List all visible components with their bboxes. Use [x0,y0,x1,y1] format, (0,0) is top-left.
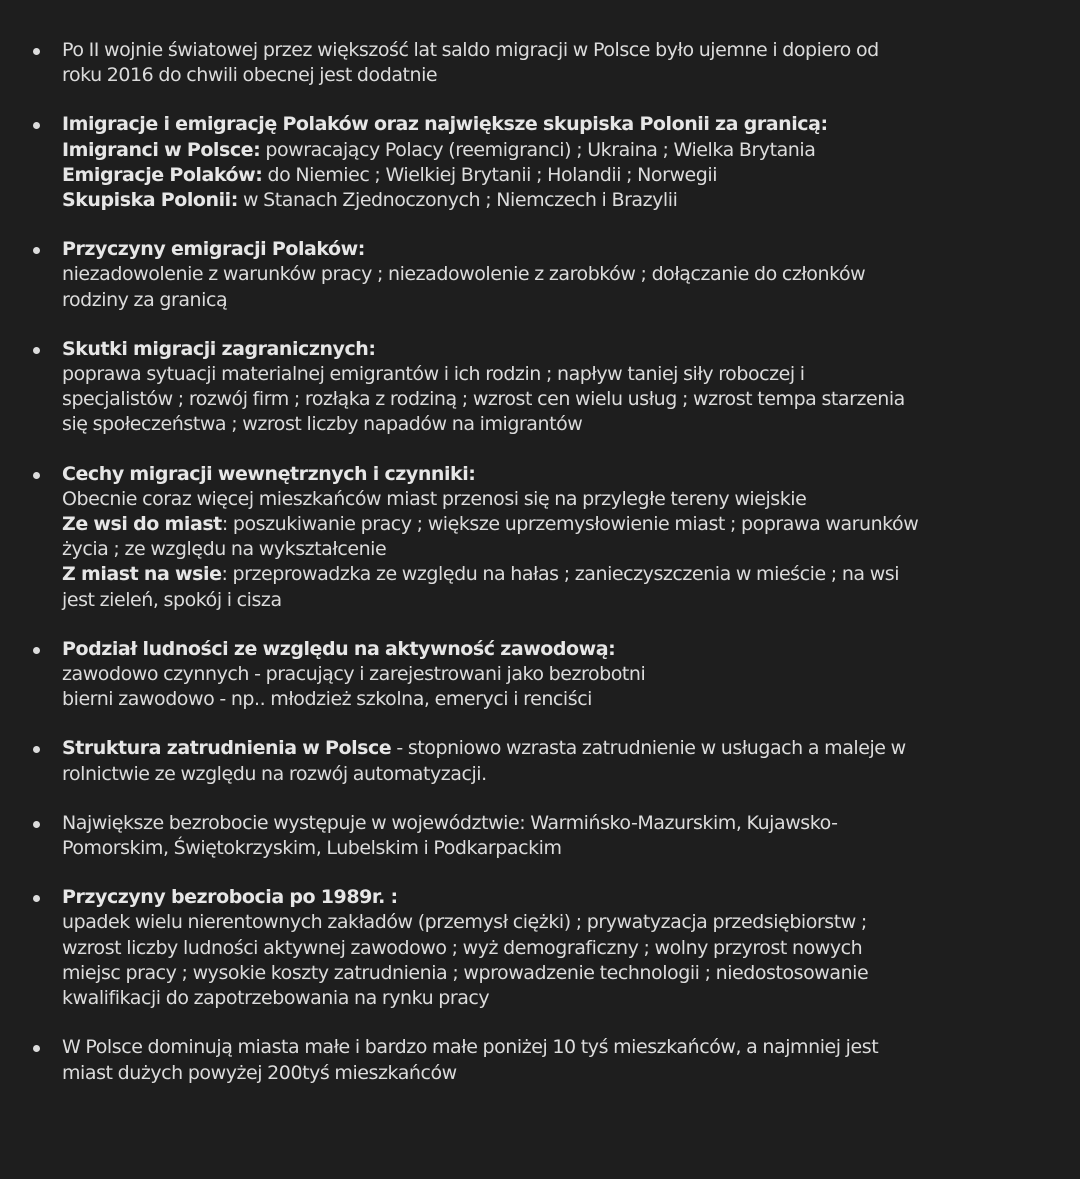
note-body-text: specjalistów ; rozwój firm ; rozłąka z rodziną ; wzrost cen wielu usług ; wzrost tempa starzenia [62,388,905,411]
note-heading-text: Cechy migracji wewnętrznych i czynniki: [62,462,476,485]
note-body-text: w Stanach Zjednoczonych ; Niemczech i Brazylii [237,189,678,212]
note-heading-text: Podział ludności ze względu na aktywność zawodową: [62,637,616,660]
note-body-text: - stopniowo wzrasta zatrudnienie w usługach a maleje w [391,737,906,760]
bullet-dot-icon [33,895,40,902]
notes-bullet-list [30,38,1040,1086]
note-line [62,138,1040,163]
note-line [62,885,1040,910]
note-body-text: życia ; ze względu na wykształcenie [62,538,387,561]
note-body-text: upadek wielu nierentownych zakładów (przemysł ciężki) ; prywatyzacja przedsiębiorstw ; [62,911,867,934]
note-line [62,262,1040,287]
note-line [62,163,1040,188]
note-body-text: bierni zawodowo - np.. młodzież szkolna, emeryci i renciści [62,688,593,711]
note-line [62,188,1040,213]
bullet-dot-icon [33,821,40,828]
note-line [62,762,1040,787]
bullet-dot-icon [33,122,40,129]
note-item [30,38,1040,88]
note-line [62,288,1040,313]
note-item [30,811,1040,861]
note-line [62,362,1040,387]
note-heading-text: Emigracje Polaków: [62,163,263,186]
note-body-text: poprawa sytuacji materialnej emigrantów i ich rodzin ; napływ taniej siły roboczej i [62,363,805,386]
note-heading-text: Imigracje i emigrację Polaków oraz największe skupiska Polonii za granicą: [62,113,828,136]
note-line [62,986,1040,1011]
note-body-text: do Niemiec ; Wielkiej Brytanii ; Holandii ; Norwegii [262,163,718,186]
note-body-text: Największe bezrobocie występuje w województwie: Warmińsko-Mazurskim, Kujawsko- [62,811,838,834]
note-item [30,637,1040,713]
note-body-text: powracający Polacy (reemigranci) ; Ukraina ; Wielka Brytania [260,138,816,161]
note-body-text: rodziny za granicą [62,288,228,311]
note-heading-text: Przyczyny bezrobocia po 1989r. : [62,886,398,909]
note-line [62,588,1040,613]
note-body-text: kwalifikacji do zapotrzebowania na rynku pracy [62,987,490,1010]
note-line [62,537,1040,562]
bullet-dot-icon [33,347,40,354]
note-item [30,237,1040,313]
note-body-text: W Polsce dominują miasta małe i bardzo małe poniżej 10 tyś mieszkańców, a najmniej jest [62,1036,879,1059]
note-item [30,337,1040,438]
note-line [62,512,1040,537]
note-line [62,961,1040,986]
note-item [30,736,1040,786]
note-heading-text: Przyczyny emigracji Polaków: [62,238,365,261]
bullet-dot-icon [33,1045,40,1052]
note-line [62,910,1040,935]
note-line [62,412,1040,437]
note-body-text: wzrost liczby ludności aktywnej zawodowo ; wyż demograficzny ; wolny przyrost nowych [62,936,863,959]
note-line [62,387,1040,412]
note-item [30,885,1040,1011]
note-body-text: miast dużych powyżej 200tyś mieszkańców [62,1061,457,1084]
note-body-text: : poszukiwanie pracy ; większe uprzemysłowienie miast ; poprawa warunków [221,513,919,536]
note-line [62,637,1040,662]
note-line [62,1035,1040,1060]
note-body-text: Pomorskim, Świętokrzyskim, Lubelskim i Podkarpackim [62,837,562,860]
note-line [62,662,1040,687]
note-line [62,936,1040,961]
note-line [62,487,1040,512]
note-heading-text: Struktura zatrudnienia w Polsce [62,737,392,760]
note-line [62,562,1040,587]
note-line [62,736,1040,761]
note-line [62,112,1040,137]
bullet-dot-icon [33,647,40,654]
note-heading-text: Skupiska Polonii: [62,189,238,212]
bullet-dot-icon [33,247,40,254]
bullet-dot-icon [33,48,40,55]
bullet-dot-icon [33,746,40,753]
note-heading-text: Imigranci w Polsce: [62,138,261,161]
note-heading-text: Skutki migracji zagranicznych: [62,337,376,360]
note-line [62,1061,1040,1086]
note-item [30,462,1040,613]
note-line [62,811,1040,836]
note-body-text: się społeczeństwa ; wzrost liczby napadów na imigrantów [62,413,583,436]
note-line [62,687,1040,712]
note-line [62,462,1040,487]
note-body-text: zawodowo czynnych - pracujący i zarejestrowani jako bezrobotni [62,663,646,686]
note-item [30,112,1040,213]
note-line [62,836,1040,861]
note-heading-text: Z miast na wsie [62,563,222,586]
note-line [62,38,1040,63]
note-body-text: roku 2016 do chwili obecnej jest dodatnie [62,64,438,87]
note-line [62,63,1040,88]
note-body-text: miejsc pracy ; wysokie koszty zatrudnienia ; wprowadzenie technologii ; niedostosowanie [62,961,869,984]
note-body-text: rolnictwie ze względu na rozwój automatyzacji. [62,762,487,785]
bullet-dot-icon [33,472,40,479]
note-body-text: niezadowolenie z warunków pracy ; niezadowolenie z zarobków ; dołączanie do członków [62,263,866,286]
note-body-text: Po II wojnie światowej przez większość lat saldo migracji w Polsce było ujemne i dopiero od [62,39,879,61]
note-line [62,337,1040,362]
note-body-text: Obecnie coraz więcej mieszkańców miast przenosi się na przyległe tereny wiejskie [62,487,807,510]
note-body-text: jest zieleń, spokój i cisza [62,588,282,611]
note-item [30,1035,1040,1085]
note-body-text: : przeprowadzka ze względu na hałas ; zanieczyszczenia w mieście ; na wsi [221,563,900,586]
note-line [62,237,1040,262]
note-heading-text: Ze wsi do miast [62,513,222,536]
